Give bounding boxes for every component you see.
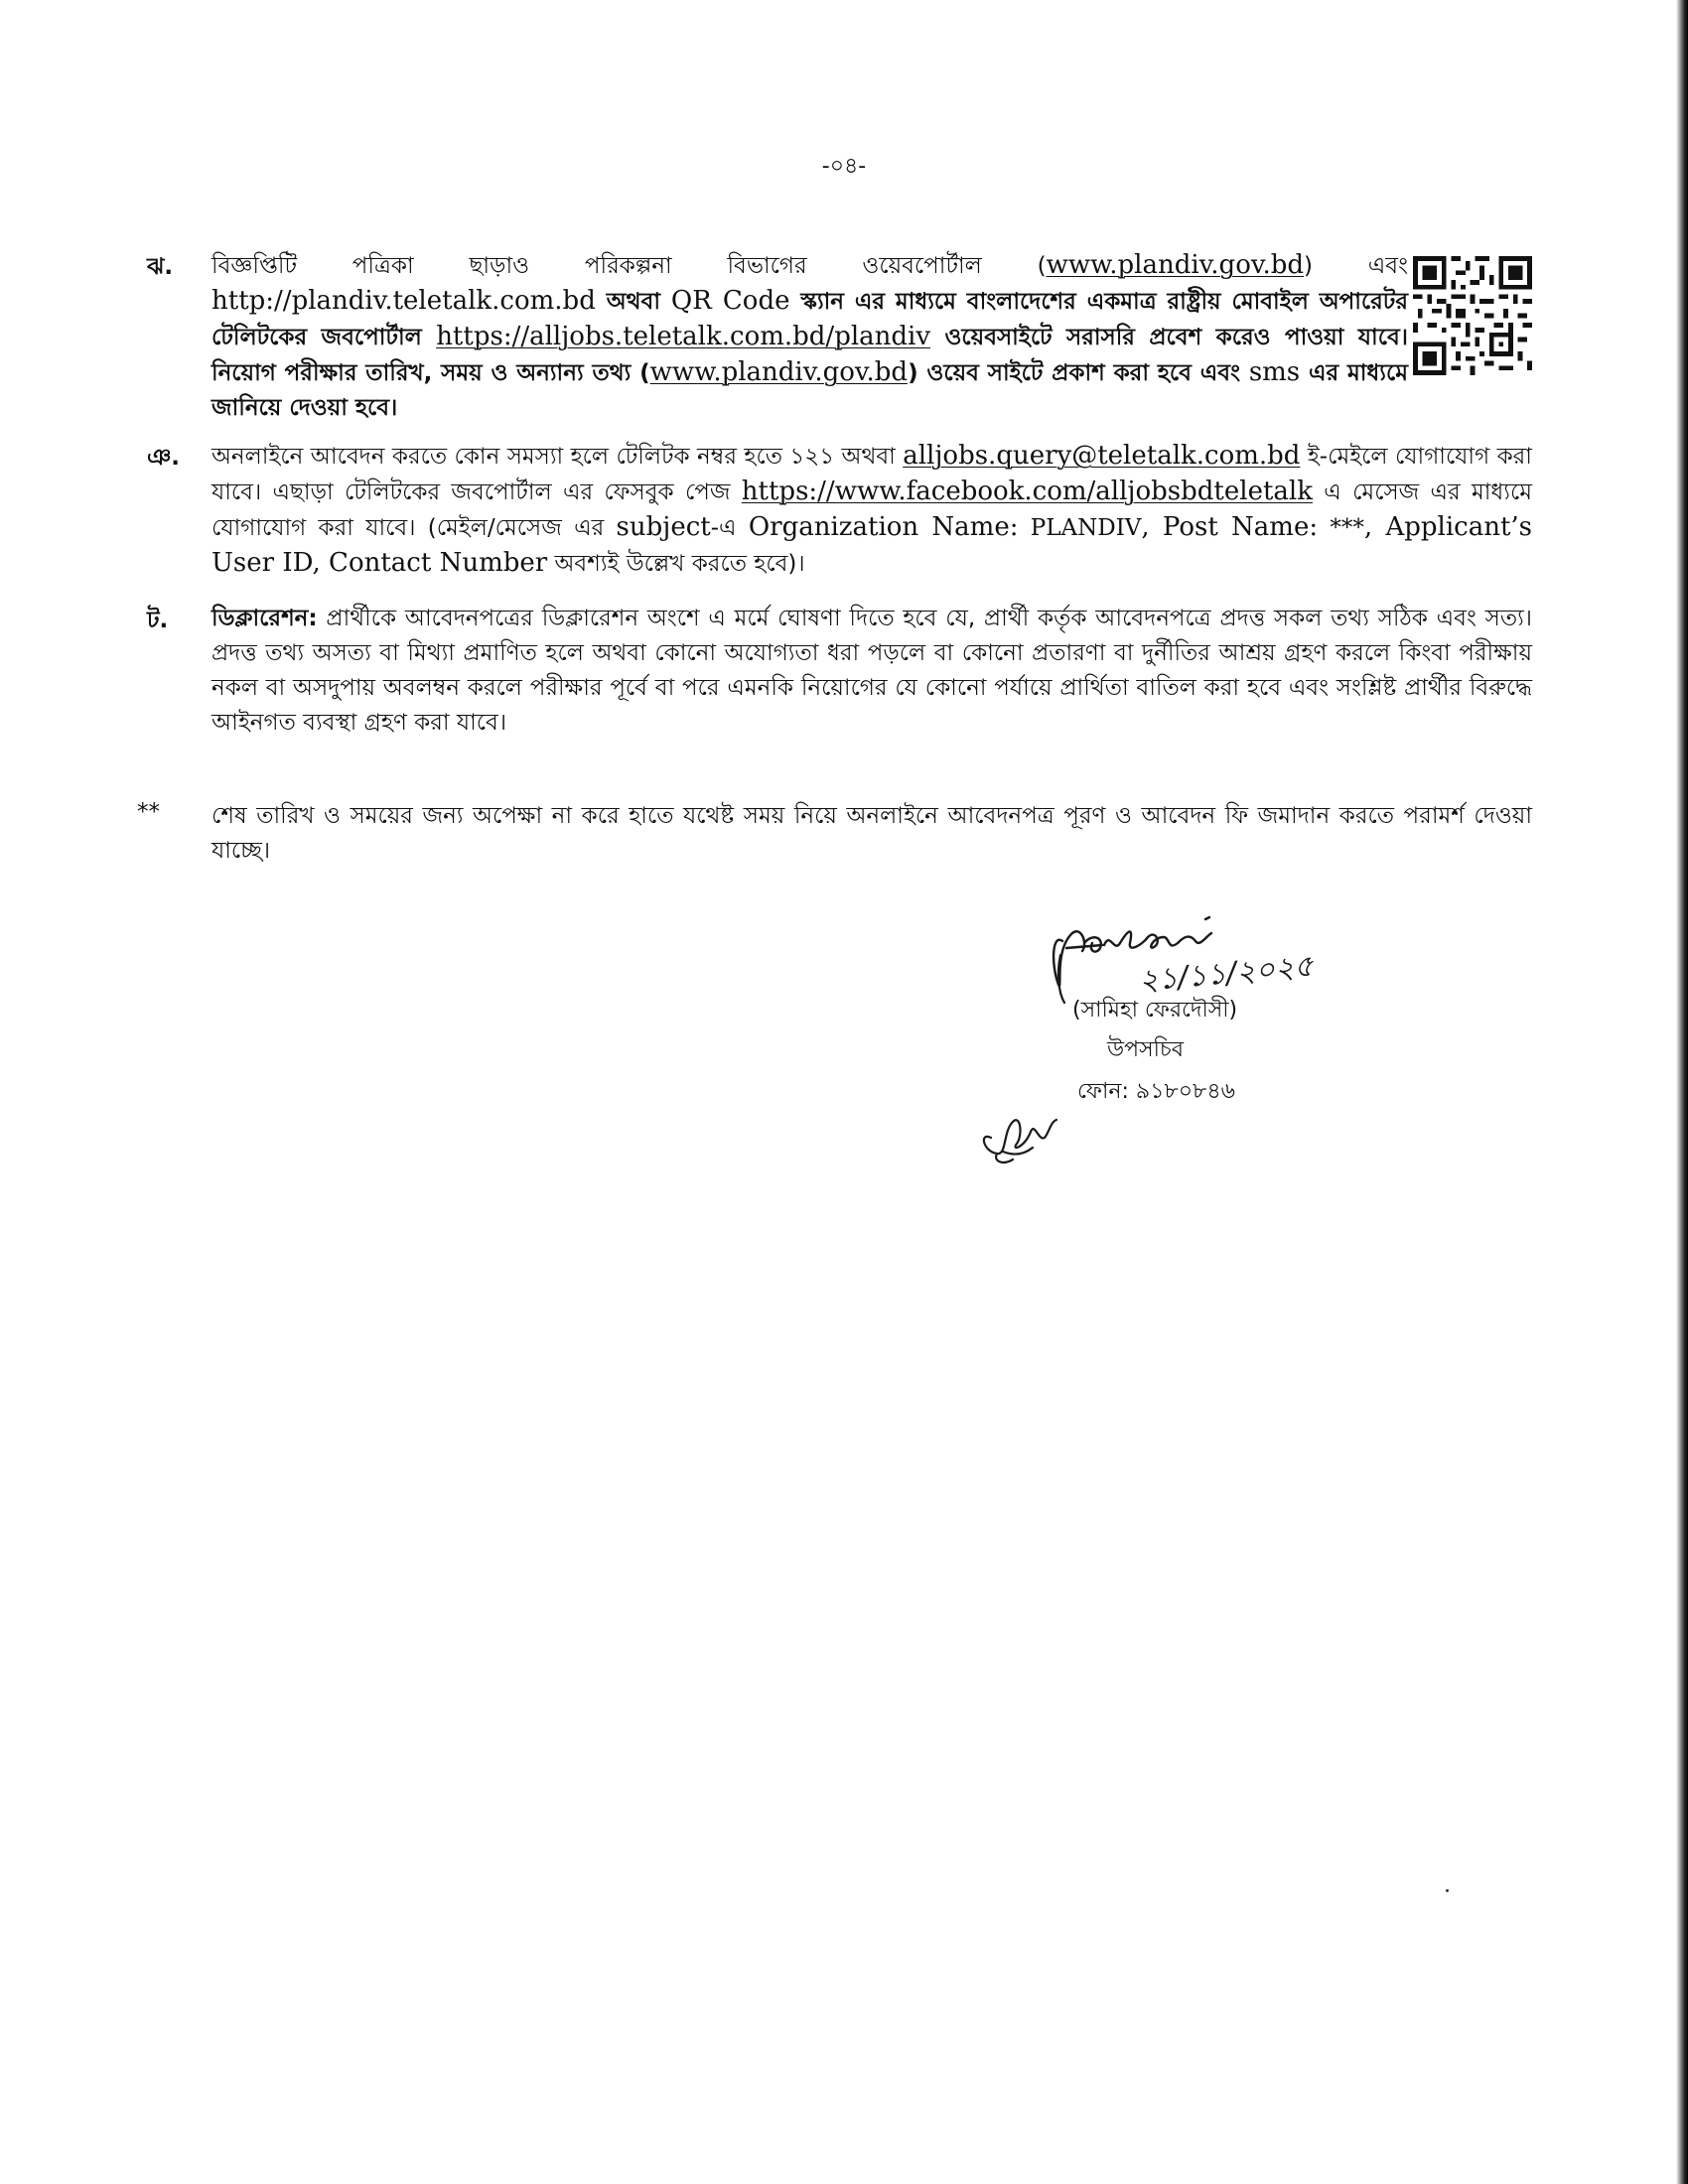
declaration-heading: ডিক্লারেশন: (211, 606, 318, 631)
item-text: ডিক্লারেশন: প্রার্থীকে আবেদনপত্রের ডিক্লারেশন অংশে এ মর্মে ঘোষণা দিতে হবে যে, প্রার্থী কর্তৃক আবেদনপত্রে প্রদত্ত সকল তথ্য সঠিক এবং সত্য। প্রদত্ত তথ্য অসত্য বা মিথ্যা প্রমাণিত হলে অথবা কোনো অযোগ্যতা ধরা পড়লে বা কোনো প্রতারণা বা দুর্নীতির আশ্রয় গ্রহণ করলে কিংবা পরীক্ষায় নকল বা অসদুপায় অবলম্বন করলে পরীক্ষার পূর্বে বা পরে এমনকি নিয়োগের যে কোনো পর্যায়ে প্রার্থিতা বাতিল করা হবে এবং সংশ্লিষ্ট প্রার্থীর বিরুদ্ধে আইনগত ব্যবস্থা গ্রহণ করা যাবে। (211, 606, 1532, 736)
scan-edge (1676, 0, 1688, 2184)
advisory-note (137, 799, 1532, 869)
svg-text:২১/১১/২০২৫: ২১/১১/২০২৫ (1137, 948, 1316, 999)
item-nya (147, 439, 1532, 582)
plandiv-website-link[interactable]: www.plandiv.gov.bd (1046, 250, 1305, 280)
handwritten-initials (973, 1092, 1082, 1171)
scan-speck (1446, 1889, 1449, 1892)
item-marker: ঞ. (147, 445, 181, 471)
page-number: -০৪- (821, 154, 867, 179)
item-jha (147, 248, 1532, 426)
signature-block (993, 893, 1410, 1181)
item-marker: ঝ. (147, 254, 174, 280)
item-text: অনলাইনে আবেদন করতে কোন সমস্যা হলে টেলিটক নম্বর হতে ১২১ অথবা alljobs.query@teletalk.com.bd ই-মেইলে যোগাযোগ করা যাবে। এছাড়া টেলিটকের জবপোর্টাল এর ফেসবুক পেজ https://www.facebook.com/alljobsbdteletalk এ মেসেজ এর মাধ্যমে যোগাযোগ করা যাবে। (মেইল/মেসেজ এর subject-এ Organization Name: PLANDIV, Post Name: ***, Applicant’s User ID, Contact Number অবশ্যই উল্লেখ করতে হবে)। (211, 441, 1532, 578)
signer-title: উপসচিব (1107, 1037, 1185, 1062)
qr-code[interactable] (1413, 256, 1532, 375)
plandiv-website-link-2[interactable]: www.plandiv.gov.bd (649, 357, 909, 387)
item-ta (147, 602, 1532, 741)
teletalk-plandiv-link[interactable]: http://plandiv.teletalk.com.bd (211, 286, 596, 316)
signer-phone: ফোন: ৯১৮০৮৪৬ (1077, 1079, 1235, 1104)
signer-name: (সামিহা ফেরদৌসী) (1072, 998, 1238, 1023)
facebook-page-link[interactable]: https://www.facebook.com/alljobsbdteletalk (741, 477, 1313, 506)
support-email-link[interactable]: alljobs.query@teletalk.com.bd (903, 441, 1301, 471)
note-text: শেষ তারিখ ও সময়ের জন্য অপেক্ষা না করে হাতে যথেষ্ট সময় নিয়ে অনলাইনে আবেদনপত্র পূরণ ও আবেদন ফি জমাদান করতে পরামর্শ দেওয়া যাচ্ছে। (211, 803, 1532, 864)
item-marker: ট. (147, 608, 169, 633)
item-text: বিজ্ঞপ্তিটি পত্রিকা ছাড়াও পরিকল্পনা বিভাগের ওয়েবপোর্টাল (www.plandiv.gov.bd) এবং http://plandiv.teletalk.com.bd অথবা QR Code স্ক্যান এর মাধ্যমে বাংলাদেশের একমাত্র রাষ্ট্রীয় মোবাইল অপারেটর টেলিটকের জবপোর্টাল https://alljobs.teletalk.com.bd/plandiv ওয়েবসাইটে সরাসরি প্রবেশ করেও পাওয়া যাবে। নিয়োগ পরীক্ষার তারিখ, সময় ও অন্যান্য তথ্য (www.plandiv.gov.bd) ওয়েব সাইটে প্রকাশ করা হবে এবং sms এর মাধ্যমে জানিয়ে দেওয়া হবে। (211, 250, 1408, 421)
note-marker: ** (137, 799, 160, 825)
alljobs-plandiv-link[interactable]: https://alljobs.teletalk.com.bd/plandiv (436, 322, 931, 351)
